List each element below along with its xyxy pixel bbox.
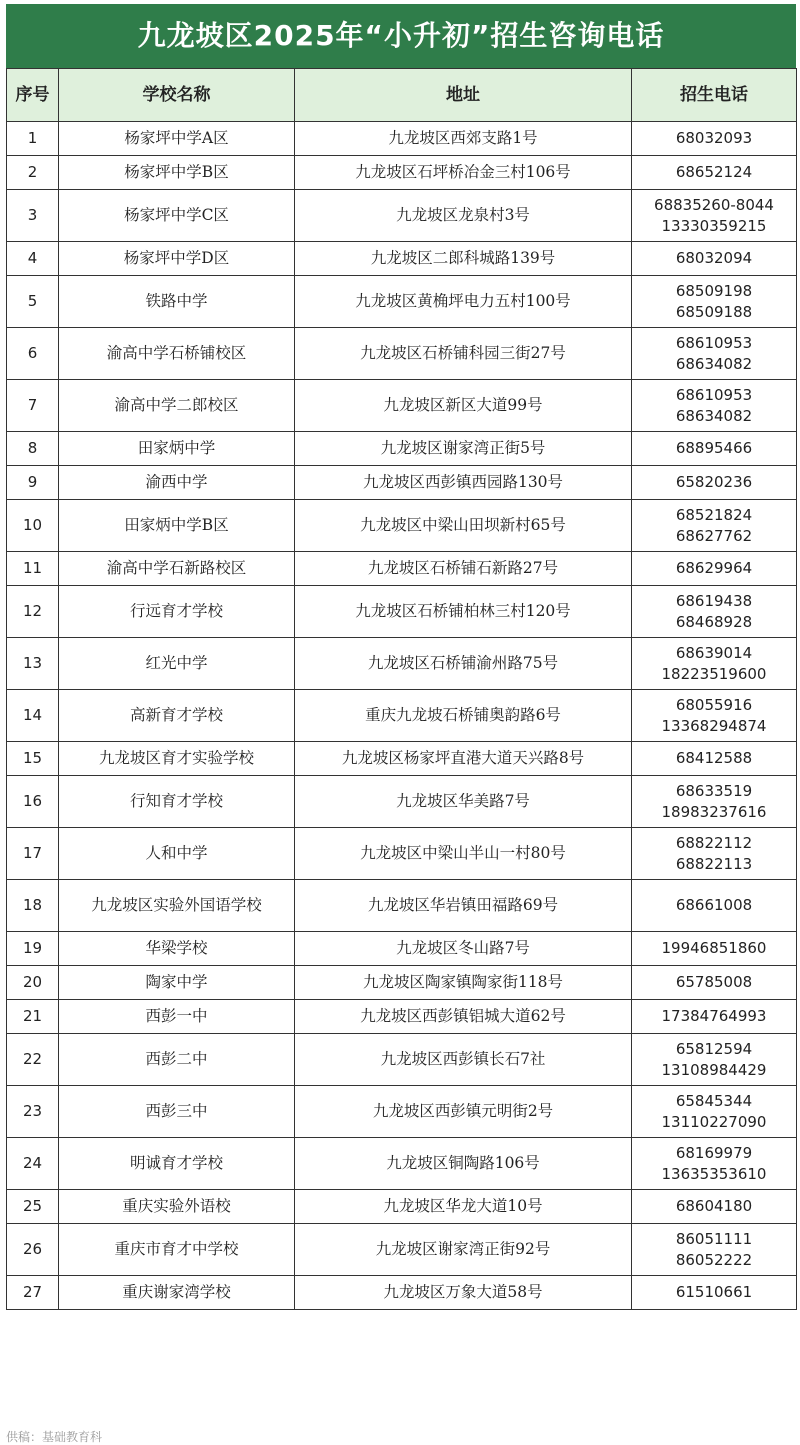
row-school-name: 杨家坪中学A区 [59,122,295,156]
enrollment-table [6,68,797,1310]
row-school-name: 高新育才学校 [59,690,295,742]
table-row [7,638,797,690]
row-school-name: 渝高中学石桥铺校区 [59,328,295,380]
row-school-name: 渝高中学石新路校区 [59,552,295,586]
row-address: 九龙坡区中梁山田坝新村65号 [295,500,632,552]
row-address: 九龙坡区黄桷坪电力五村100号 [295,276,632,328]
phone-number: 68627762 [675,526,753,545]
row-phone-cell [632,776,797,828]
row-index: 10 [7,500,59,552]
row-address: 九龙坡区西郊支路1号 [295,122,632,156]
row-address: 九龙坡区谢家湾正街92号 [295,1224,632,1276]
row-school-name: 行远育才学校 [59,586,295,638]
row-phone-cell [632,638,797,690]
table-row [7,742,797,776]
source-credit: 供稿：基础教育科 [6,1430,103,1444]
phone-number: 68055916 [675,695,753,714]
row-school-name: 重庆谢家湾学校 [59,1276,295,1310]
table-row [7,122,797,156]
row-phone-cell [632,1000,797,1034]
row-index: 11 [7,552,59,586]
row-index: 6 [7,328,59,380]
row-phone-cell [632,1138,797,1190]
phone-number: 68032093 [675,129,753,147]
phone-number: 68652124 [675,163,753,181]
row-phone-cell [632,932,797,966]
table-row [7,1086,797,1138]
row-phone-cell [632,966,797,1000]
row-address: 九龙坡区西彭镇西园路130号 [295,466,632,500]
row-address: 九龙坡区西彭镇元明街2号 [295,1086,632,1138]
row-index: 7 [7,380,59,432]
row-index: 27 [7,1276,59,1310]
row-school-name: 西彭二中 [59,1034,295,1086]
row-phone-cell [632,1276,797,1310]
phone-number: 68509198 [675,281,753,300]
row-index: 23 [7,1086,59,1138]
table-row [7,432,797,466]
phone-number: 68634082 [675,406,753,425]
table-row [7,276,797,328]
row-index: 20 [7,966,59,1000]
row-address: 九龙坡区西彭镇铝城大道62号 [295,1000,632,1034]
phone-number: 61510661 [675,1283,753,1301]
phone-number: 68661008 [675,896,753,914]
table-row [7,552,797,586]
table-row [7,932,797,966]
table-row [7,1190,797,1224]
table-row [7,1034,797,1086]
table-row [7,190,797,242]
row-address: 九龙坡区陶家镇陶家街118号 [295,966,632,1000]
row-phone-cell [632,432,797,466]
row-phone-cell [632,552,797,586]
row-phone-cell [632,190,797,242]
row-address: 九龙坡区石桥铺柏林三村120号 [295,586,632,638]
row-phone-cell [632,1034,797,1086]
row-school-name: 明诚育才学校 [59,1138,295,1190]
row-phone-cell [632,328,797,380]
row-index: 3 [7,190,59,242]
phone-number: 86051111 [675,1229,753,1248]
row-address: 九龙坡区谢家湾正街5号 [295,432,632,466]
row-school-name: 田家炳中学B区 [59,500,295,552]
phone-number: 65820236 [675,473,753,491]
row-phone-cell [632,156,797,190]
row-index: 5 [7,276,59,328]
row-school-name: 九龙坡区实验外国语学校 [59,880,295,932]
table-row [7,1000,797,1034]
row-school-name: 陶家中学 [59,966,295,1000]
table-row [7,1276,797,1310]
table-row [7,500,797,552]
table-row [7,466,797,500]
row-school-name: 行知育才学校 [59,776,295,828]
row-school-name: 渝高中学二郎校区 [59,380,295,432]
phone-number: 68412588 [675,749,753,767]
row-address: 九龙坡区新区大道99号 [295,380,632,432]
row-index: 24 [7,1138,59,1190]
phone-number: 68895466 [675,439,753,457]
row-index: 25 [7,1190,59,1224]
row-index: 19 [7,932,59,966]
row-address: 九龙坡区二郎科城路139号 [295,242,632,276]
phone-number: 68610953 [675,333,753,352]
row-index: 2 [7,156,59,190]
phone-number: 68835260-8044 [654,195,774,214]
header-phone: 招生电话 [632,69,797,122]
phone-number: 68822112 [675,833,753,852]
phone-number: 65812594 [675,1039,753,1058]
row-address: 九龙坡区龙泉村3号 [295,190,632,242]
row-phone-cell [632,828,797,880]
row-school-name: 重庆市育才中学校 [59,1224,295,1276]
row-school-name: 杨家坪中学C区 [59,190,295,242]
table-row [7,690,797,742]
phone-number: 68610953 [675,385,753,404]
row-index: 18 [7,880,59,932]
table-row [7,242,797,276]
phone-number: 86052222 [675,1250,753,1269]
row-phone-cell [632,122,797,156]
phone-number: 68629964 [675,559,753,577]
table-row [7,776,797,828]
row-address: 九龙坡区石桥铺石新路27号 [295,552,632,586]
row-index: 16 [7,776,59,828]
row-index: 15 [7,742,59,776]
row-phone-cell [632,242,797,276]
row-phone-cell [632,1086,797,1138]
row-address: 九龙坡区华龙大道10号 [295,1190,632,1224]
phone-number: 18223519600 [661,664,767,683]
phone-number: 68634082 [675,354,753,373]
phone-number: 13368294874 [661,716,767,735]
row-phone-cell [632,500,797,552]
row-index: 21 [7,1000,59,1034]
row-phone-cell [632,880,797,932]
row-address: 九龙坡区石桥铺科园三街27号 [295,328,632,380]
table-row [7,966,797,1000]
phone-number: 13110227090 [661,1112,767,1131]
table-row [7,1224,797,1276]
row-address: 九龙坡区杨家坪直港大道天兴路8号 [295,742,632,776]
row-address: 九龙坡区西彭镇长石7社 [295,1034,632,1086]
row-school-name: 杨家坪中学D区 [59,242,295,276]
row-phone-cell [632,742,797,776]
row-phone-cell [632,586,797,638]
row-school-name: 人和中学 [59,828,295,880]
row-index: 9 [7,466,59,500]
phone-number: 68822113 [675,854,753,873]
row-index: 13 [7,638,59,690]
row-phone-cell [632,276,797,328]
row-school-name: 红光中学 [59,638,295,690]
row-school-name: 渝西中学 [59,466,295,500]
row-index: 22 [7,1034,59,1086]
header-index: 序号 [7,69,59,122]
phone-number: 68619438 [675,591,753,610]
phone-number: 19946851860 [661,939,767,957]
table-row [7,880,797,932]
row-address: 九龙坡区冬山路7号 [295,932,632,966]
row-school-name: 铁路中学 [59,276,295,328]
table-row [7,828,797,880]
header-address: 地址 [295,69,632,122]
enrollment-table-container [6,4,796,1310]
table-row [7,586,797,638]
row-index: 4 [7,242,59,276]
row-index: 17 [7,828,59,880]
row-address: 九龙坡区万象大道58号 [295,1276,632,1310]
row-index: 14 [7,690,59,742]
table-row [7,1138,797,1190]
phone-number: 68521824 [675,505,753,524]
phone-number: 17384764993 [661,1007,767,1025]
phone-number: 13635353610 [661,1164,767,1183]
phone-number: 68604180 [675,1197,753,1215]
phone-number: 68633519 [675,781,753,800]
phone-number: 68509188 [675,302,753,321]
row-index: 1 [7,122,59,156]
row-index: 26 [7,1224,59,1276]
row-school-name: 华梁学校 [59,932,295,966]
phone-number: 65845344 [675,1091,753,1110]
header-school: 学校名称 [59,69,295,122]
phone-number: 68032094 [675,249,753,267]
phone-number: 13108984429 [661,1060,767,1079]
phone-number: 68169979 [675,1143,753,1162]
phone-number: 68468928 [675,612,753,631]
phone-number: 13330359215 [661,216,767,235]
table-title: 九龙坡区2025年“小升初”招生咨询电话 [6,4,796,68]
phone-number: 68639014 [675,643,753,662]
phone-number: 65785008 [675,973,753,991]
row-address: 九龙坡区华美路7号 [295,776,632,828]
row-school-name: 西彭三中 [59,1086,295,1138]
table-row [7,156,797,190]
row-index: 12 [7,586,59,638]
table-row [7,328,797,380]
row-address: 重庆九龙坡石桥铺奥韵路6号 [295,690,632,742]
row-school-name: 田家炳中学 [59,432,295,466]
header-row [7,69,797,122]
row-school-name: 重庆实验外语校 [59,1190,295,1224]
row-school-name: 西彭一中 [59,1000,295,1034]
row-index: 8 [7,432,59,466]
row-phone-cell [632,1224,797,1276]
row-address: 九龙坡区石坪桥冶金三村106号 [295,156,632,190]
row-phone-cell [632,380,797,432]
table-row [7,380,797,432]
phone-number: 18983237616 [661,802,767,821]
row-phone-cell [632,690,797,742]
row-phone-cell [632,466,797,500]
row-phone-cell [632,1190,797,1224]
row-address: 九龙坡区华岩镇田福路69号 [295,880,632,932]
row-school-name: 杨家坪中学B区 [59,156,295,190]
row-address: 九龙坡区中梁山半山一村80号 [295,828,632,880]
row-school-name: 九龙坡区育才实验学校 [59,742,295,776]
row-address: 九龙坡区铜陶路106号 [295,1138,632,1190]
row-address: 九龙坡区石桥铺渝州路75号 [295,638,632,690]
